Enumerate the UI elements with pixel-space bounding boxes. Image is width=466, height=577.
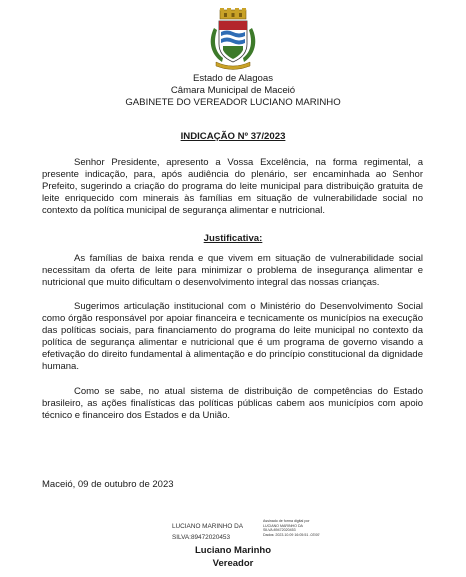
- digital-signature-detail: Dados: 2023.10.09 16:05:51 -03'00': [263, 532, 320, 537]
- document-title: INDICAÇÃO Nº 37/2023: [180, 131, 286, 142]
- digital-signature-detail: SILVA:89472020453: [263, 528, 296, 533]
- digital-signature-details: [263, 519, 353, 537]
- justification-paragraph: As famílias de baixa renda e que vivem em situação de vulnerabilidade social necessitam da oferta de leite para minimizar o problema de insegurança alimentar e nutricional que muito dificultam o desenvolvimento integral das nossas crianças.: [42, 253, 423, 288]
- header-office: GABINETE DO VEREADOR LUCIANO MARINHO: [125, 97, 341, 108]
- digital-signature-detail: Assinado de forma digital por: [263, 519, 310, 523]
- justification-heading: Justificativa:: [203, 233, 263, 244]
- justification-paragraph: Como se sabe, no atual sistema de distribuição de competências do Estado brasileiro, as ações finalísticas das políticas públicas cabem aos municípios com apoio técnico e financeiro dos Estados e da União.: [42, 386, 423, 421]
- date-line: Maceió, 09 de outubro de 2023: [42, 479, 174, 490]
- signer-name: Luciano Marinho: [195, 545, 271, 556]
- digital-signature-name-line: SILVA:89472020453: [172, 534, 231, 541]
- justification-paragraph: Sugerimos articulação institucional com o Ministério do Desenvolvimento Social como órgão responsável por apoiar financeira e tecnicamente os municípios na execução das políticas sociais, para financiamento do programa do leite municipal no contexto da política de segurança alimentar e nutricional que é um programa de governo visando a efetivação do direito fundamental à alimentação e do princípio constitucional da dignidade humana.: [42, 301, 423, 372]
- header-state: Estado de Alagoas: [192, 73, 273, 84]
- header-chamber: Câmara Municipal de Maceió: [170, 85, 296, 96]
- digital-signature-detail: LUCIANO MARINHO DA: [263, 523, 303, 528]
- digital-signature-name-line: LUCIANO MARINHO DA: [172, 523, 244, 530]
- digital-signature-name: [172, 521, 262, 543]
- municipal-coat-of-arms-icon: [208, 8, 258, 70]
- intro-paragraph: Senhor Presidente, apresento a Vossa Excelência, na forma regimental, a presente indicação, para, após audiência do plenário, ser encaminhada ao Senhor Prefeito, sugerindo a criação do programa do leite municipal para distribuição gratuita de leite enriquecido com minerais às famílias em situação de vulnerabilidade social no contexto da política municipal de segurança alimentar e nutricional.: [42, 157, 423, 216]
- signer-role: Vereador: [212, 558, 254, 569]
